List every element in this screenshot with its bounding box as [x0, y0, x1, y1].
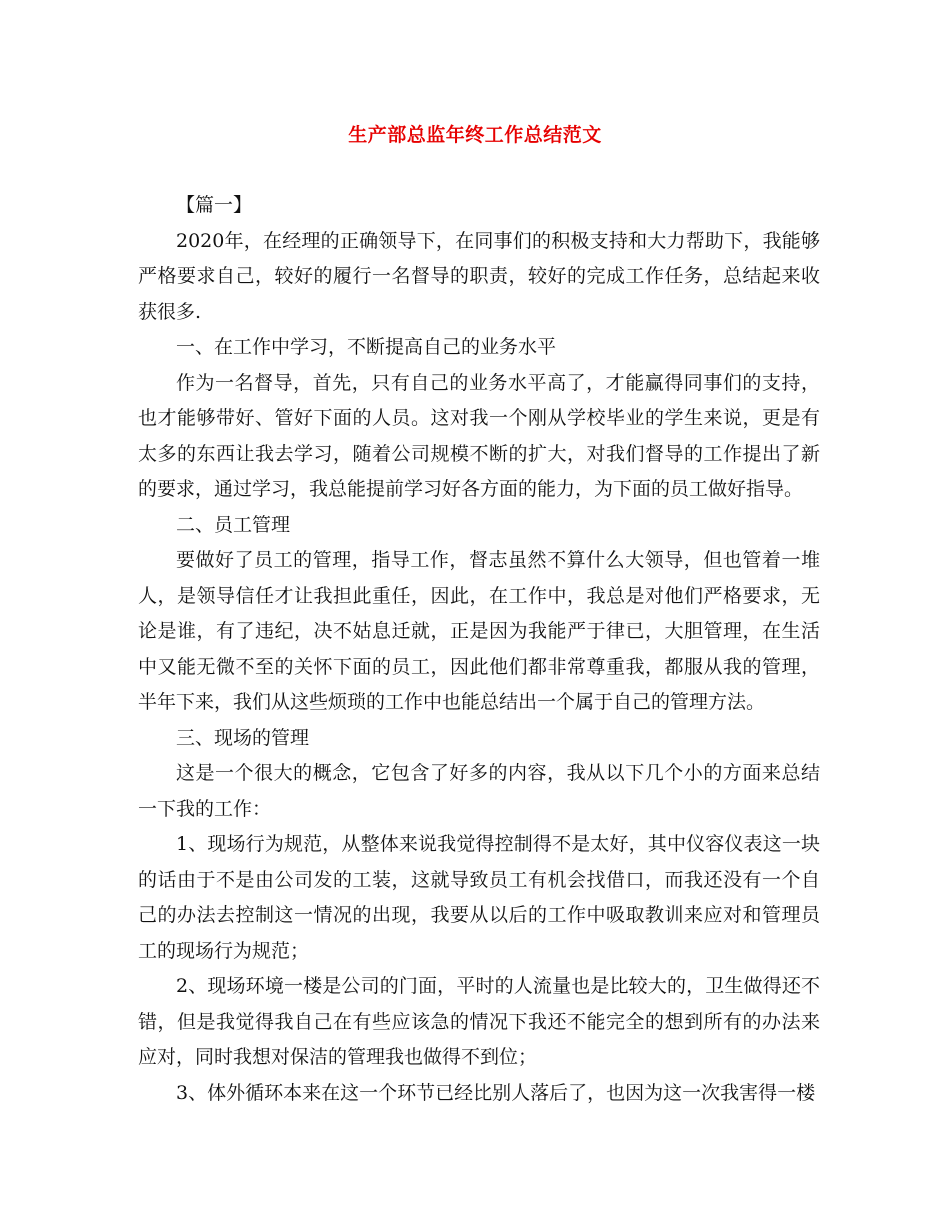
section-heading-part-one: 【篇一】: [176, 194, 253, 216]
document-body: [138, 188, 820, 1111]
paragraph-staff-management: 要做好了员工的管理，指导工作，督志虽然不算什么大领导，但也管着一堆人，是领导信任才让我担此重任，因此，在工作中，我总是对他们严格要求，无论是谁，有了违纪，决不姑息迁就，正是因为我能严于律已，大胆管理，在生活中又能无微不至的关怀下面的员工，因此他们都非常尊重我，都服从我的管理，半年下来，我们从这些烦琐的工作中也能总结出一个属于自己的管理方法。: [138, 549, 820, 713]
paragraph-intro: 2020年，在经理的正确领导下，在同事们的积极支持和大力帮助下，我能够严格要求自己，较好的履行一名督导的职责，较好的完成工作任务，总结起来收获很多.: [138, 229, 820, 323]
paragraph-item-2: 2、现场环境一楼是公司的门面，平时的人流量也是比较大的，卫生做得还不错，但是我觉得我自己在有些应该急的情况下我还不能完全的想到所有的办法来应对，同时我想对保洁的管理我也做得不到位；: [138, 975, 820, 1068]
document-title: 生产部总监年终工作总结范文: [348, 124, 602, 146]
paragraph-item-3: 3、体外循环本来在这一个环节已经比别人落后了，也因为这一次我害得一楼: [176, 1081, 816, 1104]
section-heading-1: 一、在工作中学习，不断提高自己的业务水平: [176, 336, 557, 358]
paragraph-site-overview: 这是一个很大的概念，它包含了好多的内容，我从以下几个小的方面来总结一下我的工作：: [138, 762, 820, 820]
section-heading-2: 二、员工管理: [176, 513, 291, 536]
section-heading-3: 三、现场的管理: [176, 726, 310, 749]
paragraph-item-1: 1、现场行为规范，从整体来说我觉得控制得不是太好，其中仪容仪表这一块的话由于不是由公司发的工装，这就导致员工有机会找借口，而我还没有一个自己的办法去控制这一情况的出现，我要从以后的工作中吸取教训来应对和管理员工的现场行为规范；: [138, 833, 820, 962]
paragraph-learning: 作为一名督导，首先，只有自己的业务水平高了，才能赢得同事们的支持，也才能够带好、管好下面的人员。这对我一个刚从学校毕业的学生来说，更是有太多的东西让我去学习，随着公司规模不断的扩大，对我们督导的工作提出了新的要求，通过学习，我总能提前学习好各方面的能力，为下面的员工做好指导。: [138, 371, 820, 500]
